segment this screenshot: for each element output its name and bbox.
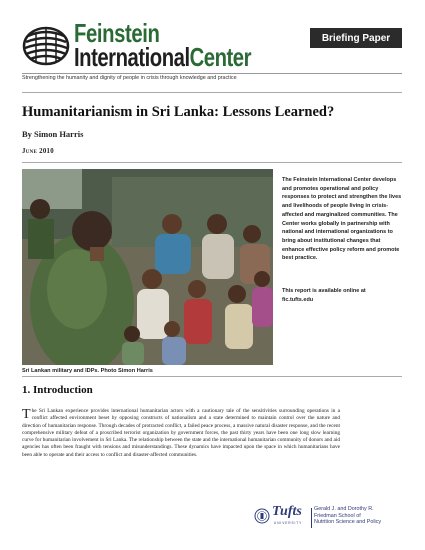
center-description: The Feinstein International Center develops and promotes operational and policy responses to protect and strengthen the lives and livelihoods of people living in crisis-affected and marginalized communities. The Center works globally in partnership with national and international organizations to bring about institutional changes that enhance effective policy reform and promote best practice. [282,177,402,262]
org-tagline: Strengthening the humanity and dignity of people in crisis through knowledge and practice [22,73,402,81]
drop-cap: T [22,407,31,422]
org-name-line1: Feinstein [74,18,160,48]
org-name-line2 [74,44,251,70]
tufts-wordmark: Tufts [272,504,302,519]
footer-divider [311,508,312,528]
section-divider [22,376,402,377]
website-link[interactable]: fic.tufts.edu [282,296,314,303]
availability-note [282,287,404,304]
intro-body: he Sri Lankan experience provides international humanitarian actors with a cautionary tale of the sensitivities surrounding operations in a conflict affected environment beset by opposing constructs of nationalism and a state determined to maintain control over the nature and direction of humanitarian response. Through decades of protracted conflict, a failed peace process, a massive natural disaster response, and the recent comprehensive military defeat of a proscribed terrorist organization by government forces, the past thirty years have been one long slow learning curve for humanitarian involvement in Sri Lanka. The relationship between the state and the international humanitarian community of donors and aid agencies has often been fraught with tensions and misunderstandings. These dynamics have impacted upon the space in which humanitarians have been able to operate and their access to conflict and disaster-affected communities. [22,408,340,458]
availability-text: This report is available online at [282,288,366,294]
header-divider [22,92,402,93]
cover-photo [22,169,273,365]
title-divider [22,162,402,163]
briefing-paper-badge: Briefing Paper [310,28,402,48]
publication-date: June 2010 [22,148,54,155]
section-heading-introduction: 1. Introduction [22,384,93,396]
tufts-seal-icon [254,508,270,524]
fic-logo-icon [22,24,70,66]
photo-caption: Sri Lankan military and IDPs. Photo Simon Harris [22,368,153,374]
friedman-school-name: Gerald J. and Dorothy R. Friedman School of Nutrition Science and Policy [314,506,382,526]
tufts-university-label: UNIVERSITY [274,521,303,525]
page-title: Humanitarianism in Sri Lanka: Lessons Learned? [22,104,335,120]
org-name-center: Center [189,42,252,72]
org-name-international: International [74,42,190,72]
photo-illustration [22,169,273,365]
intro-paragraph [22,408,340,459]
author-byline: By Simon Harris [22,129,84,139]
